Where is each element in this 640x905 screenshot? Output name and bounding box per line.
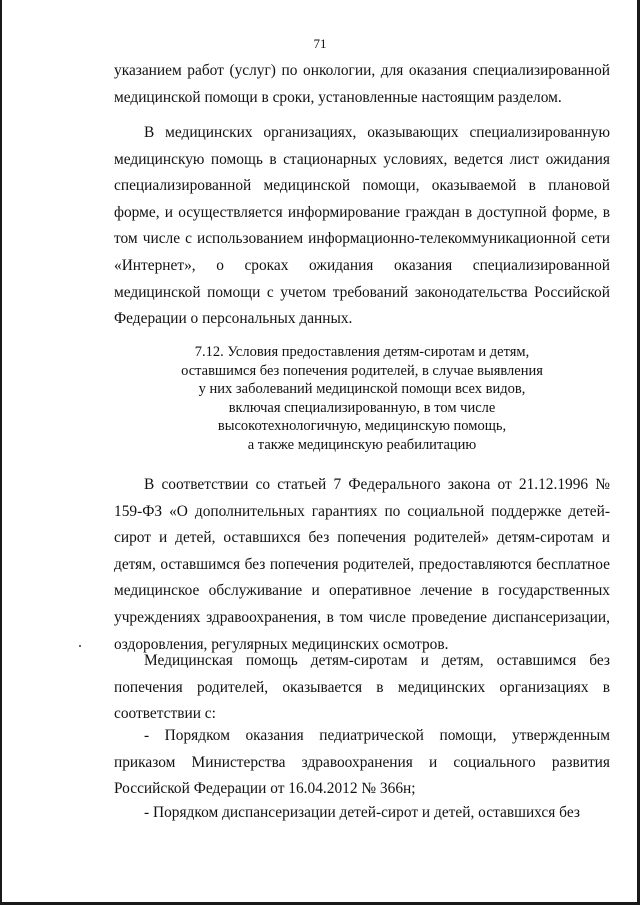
list-item-dispensary-order: - Порядком диспансеризации детей-сирот и детей, оставшихся без <box>144 804 580 821</box>
heading-line: а также медицинскую реабилитацию <box>247 436 477 453</box>
section-heading-7-12 <box>114 343 610 455</box>
scan-border-left <box>0 0 2 905</box>
heading-line: у них заболеваний медицинской помощи всех видов, <box>198 381 526 398</box>
heading-line: включая специализированную, в том числе <box>228 399 496 416</box>
paragraph-medical-help: Медицинская помощь детям-сиротам и детям, оставшимся без попечения родителей, оказывается в медицинских организациях в соответствии с: <box>114 652 610 723</box>
list-item-pediatric-order: - Порядком оказания педиатрической помощи, утвержденным приказом Министерства здравоохранения и социального развития Российской Федерации от 16.04.2012 № 366н; <box>114 727 610 798</box>
heading-line: 7.12. Условия предоставления детям-сиротам и детям, <box>194 344 530 360</box>
paragraph-waiting-list: В медицинских организациях, оказывающих специализированную медицинскую помощь в стационарных условиях, ведется лист ожидания специализированной медицинской помощи, оказываемой в плановой форме, и осуществляется информирование граждан в доступной форме, в том числе с использованием информационно-телекоммуникационной сети «Интернет», о сроках ожидания оказания специализированной медицинской помощи с учетом требований законодательства Российской Федерации о персональных данных. <box>114 124 610 328</box>
paragraph-federal-law: В соответствии со статьей 7 Федерального закона от 21.12.1996 № 159-ФЗ «О дополнительных гарантиях по социальной поддержке детей-сирот и детей, оставшихся без попечения родителей» детям-сиротам и детям, оставшимся без попечения родителей, предоставляются бесплатное медицинское обслуживание и оперативное лечение в государственных учреждениях здравоохранения, в том числе проведение диспансеризации, оздоровления, регулярных медицинских осмотров. <box>114 476 610 653</box>
heading-line: оставшимся без попечения родителей, в случае выявления <box>181 362 543 379</box>
page-number: 71 <box>313 36 327 51</box>
heading-line: высокотехнологичную, медицинскую помощь, <box>217 418 507 435</box>
scan-speck <box>79 645 81 647</box>
paragraph-continuation: указанием работ (услуг) по онкологии, для оказания специализированной медицинской помощи в сроки, установленные настоящим разделом. <box>114 62 610 106</box>
